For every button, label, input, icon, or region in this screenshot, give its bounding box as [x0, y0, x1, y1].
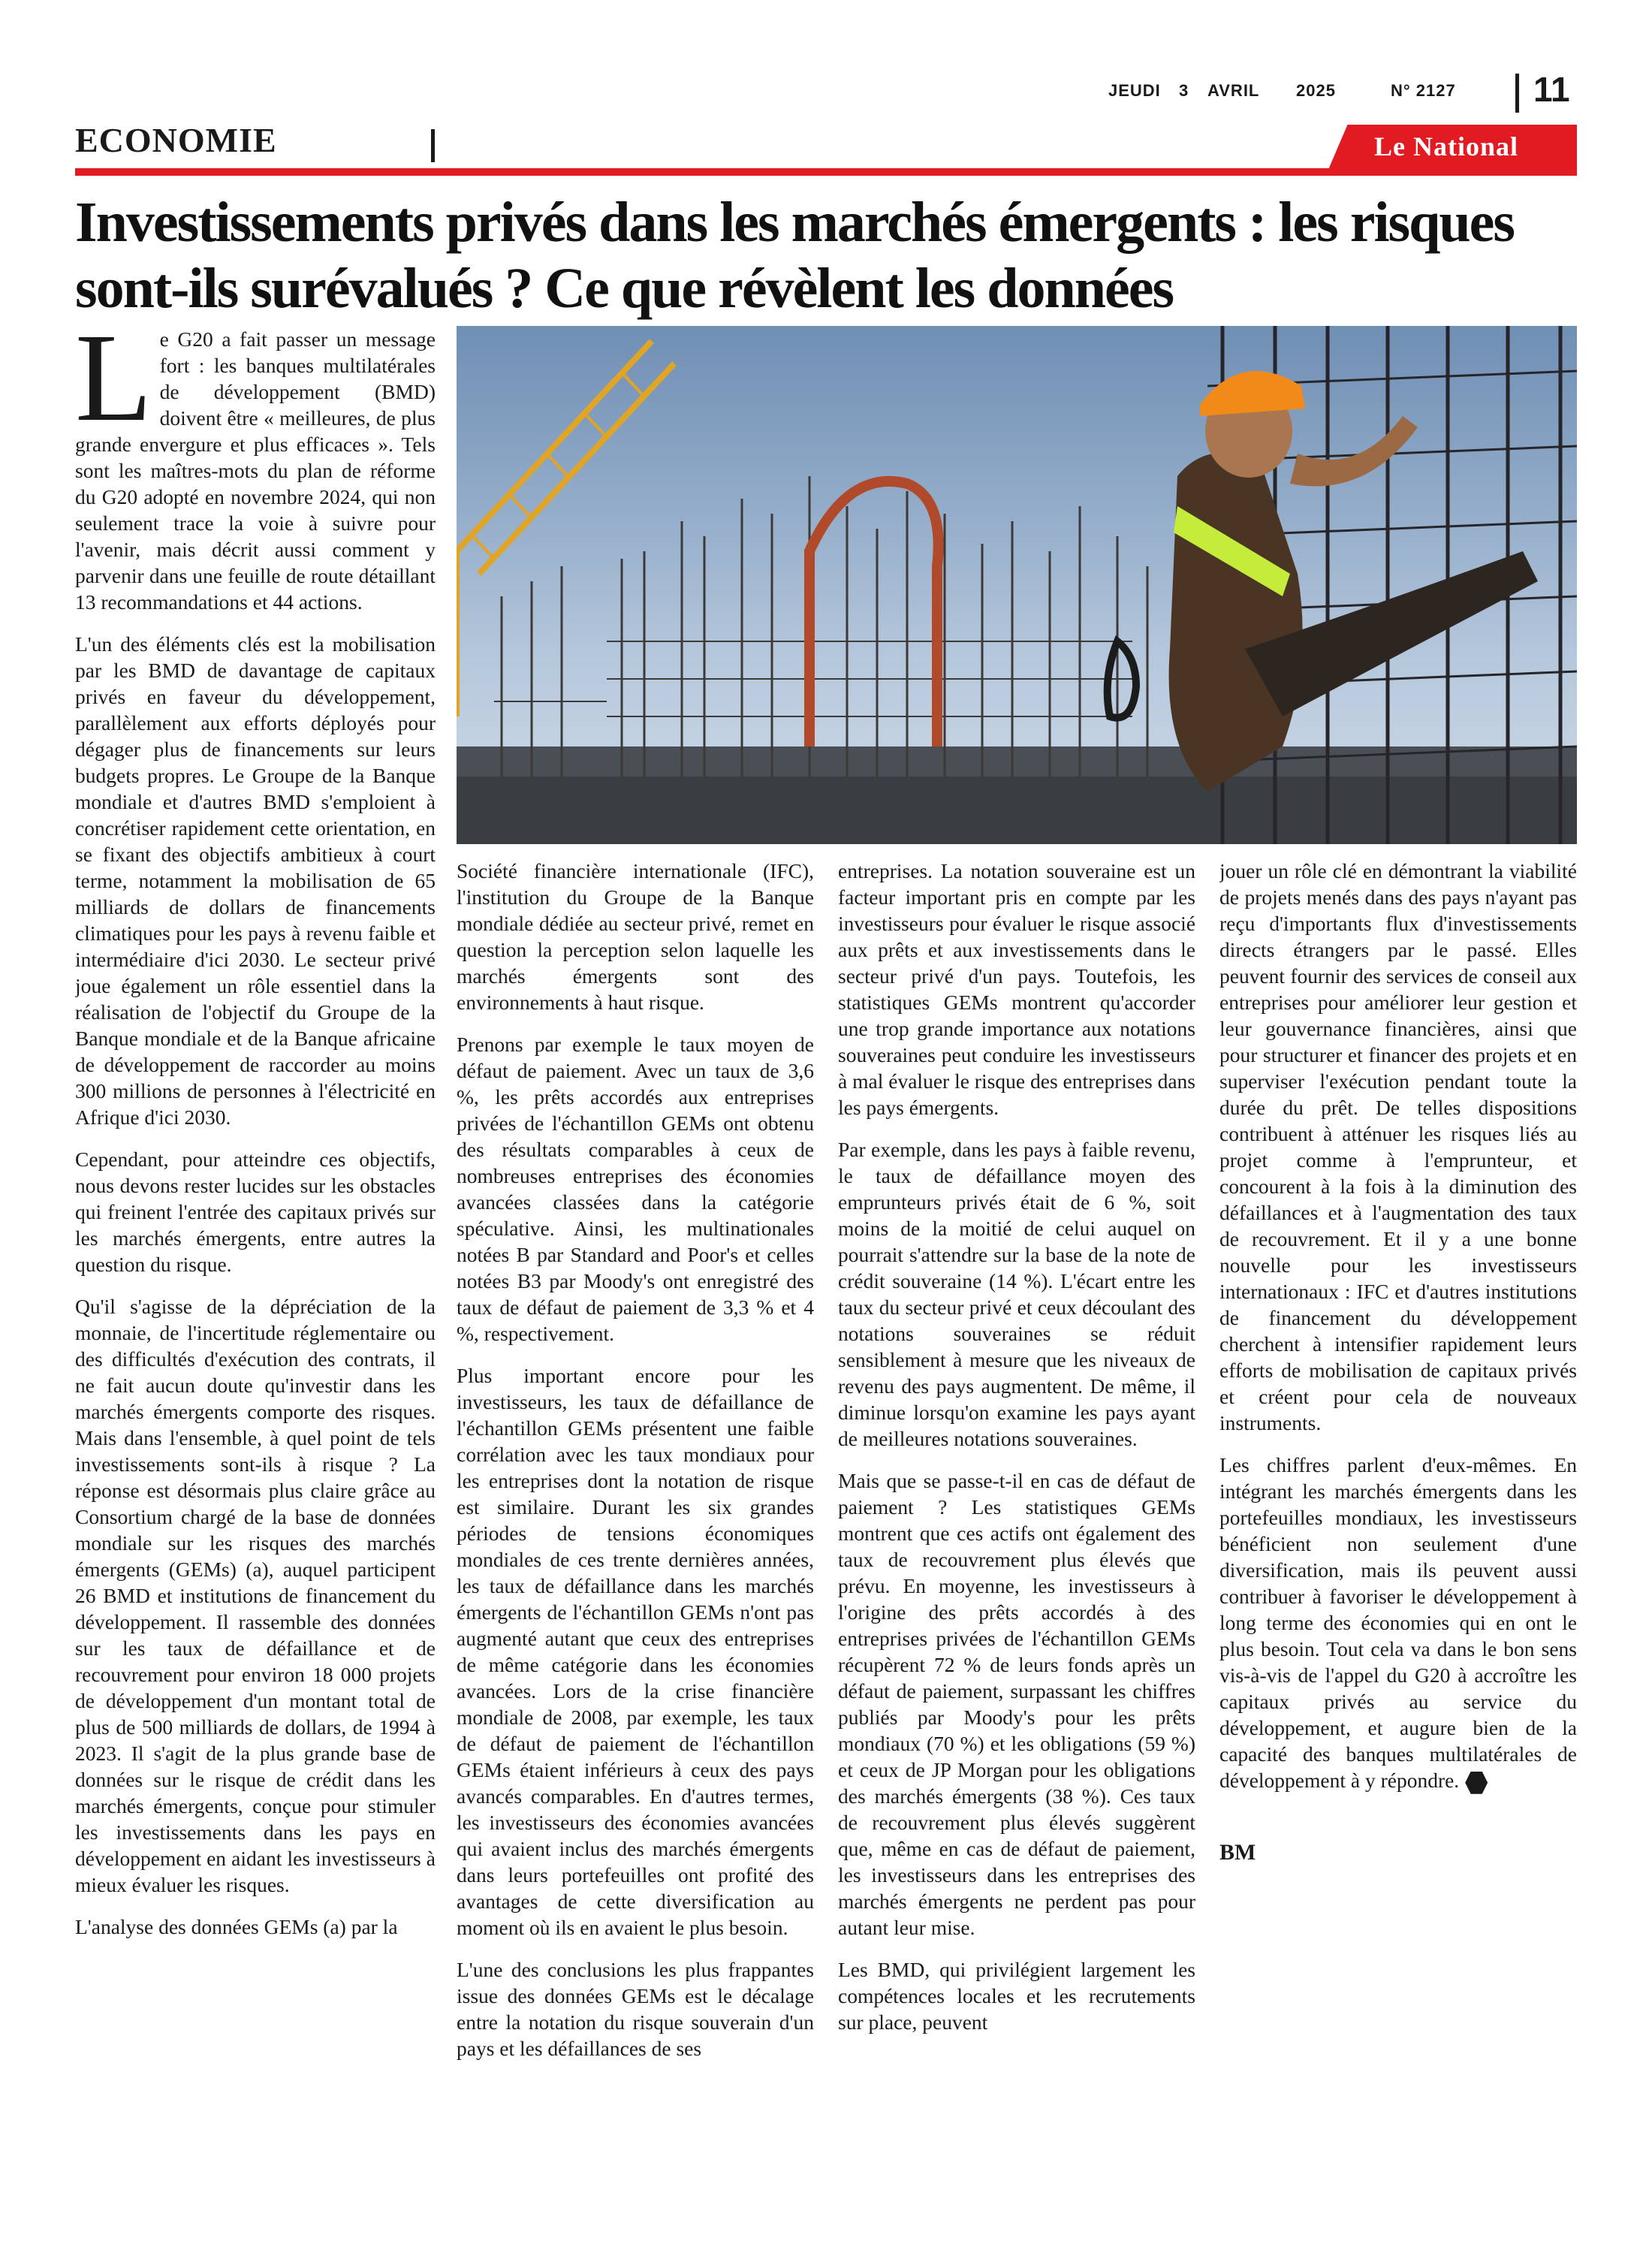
- article-paragraph: Cependant, pour atteindre ces objectifs, nous devons rester lucides sur les obstacles qui freinent l'entrée des capitaux privés sur les marchés émergents, entre autres la question du risque.: [75, 1148, 436, 1276]
- article-column-4: [1219, 858, 1577, 2226]
- page-number-divider: [1515, 74, 1519, 113]
- article-paragraph: L'une des conclusions les plus frappantes issue des données GEMs est le décalage entre la notation du risque souverain d'un pays et les défaillances de ses: [457, 1958, 814, 2060]
- article-paragraph: Société financière internationale (IFC), l'institution du Groupe de la Banque mondiale dédiée au secteur privé, remet en question la perception selon laquelle les marchés émergents sont des environnements à haut risque.: [457, 859, 814, 1014]
- article-paragraph: entreprises. La notation souveraine est un facteur important pris en compte par les investisseurs pour évaluer le risque associé aux prêts et aux investissements dans le secteur privé d'un pays. Toutefois, les statistiques GEMs montrent qu'accorder une trop grande importance aux notations souveraines peut conduire les investisseurs à mal évaluer le risque des entreprises dans les pays émergents.: [838, 859, 1195, 1119]
- article-column-2: [457, 858, 814, 2226]
- article-column-1: [75, 326, 436, 2226]
- article-paragraph: jouer un rôle clé en démontrant la viabilité de projets menés dans des pays n'ayant pas reçu d'importants flux d'investissements directs étrangers par le passé. Elles peuvent fournir des services de conseil aux entreprises pour améliorer leur gestion et leur gouvernance financières, ainsi que pour structurer et financer des projets et en superviser l'exécution pendant toute la durée du prêt. De telles dispositions contribuent à atténuer les risques liés au projet comme à l'emprunteur, et concourent à la fois à la diminution des défaillances et à l'augmentation des taux de recouvrement. Et il y a une bonne nouvelle pour les investisseurs internationaux : IFC et d'autres institutions de financement du développement cherchent à intensifier rapidement leurs efforts de mobilisation de capitaux privés et créent pour cela de nouveaux instruments.: [1219, 859, 1577, 1434]
- article-paragraph: Le G20 a fait passer un message fort : les banques multilatérales de développement (BMD) doivent être « meilleures, de plus grande envergure et plus efficaces ». Tels sont les maîtres-mots du plan de réforme du G20 adopté en novembre 2024, qui non seulement trace la voie à suivre pour l'avenir, mais décrit aussi comment y parvenir dans une feuille de route détaillant 13 recommandations et 44 actions.: [75, 326, 436, 614]
- drop-cap: L: [75, 326, 152, 448]
- article-paragraph: Les BMD, qui privilégient largement les compétences locales et les recrutements sur place, peuvent: [838, 1958, 1195, 2034]
- article-headline: Investissements privés dans les marchés émergents : les risques sont-ils surévalués ? Ce que révèlent les données: [75, 191, 1514, 320]
- construction-worker-crane-rebar-photo: [457, 326, 1577, 844]
- page-number: 11: [1533, 70, 1570, 109]
- brand-name: Le National: [1374, 131, 1519, 161]
- section-label: ECONOMIE: [75, 121, 277, 159]
- article-paragraph: Les chiffres parlent d'eux-mêmes. En intégrant les marchés émergents dans les portefeuilles mondiaux, les investisseurs bénéficient non seulement d'une diversification, mais ils peuvent aussi contribuer à favoriser le développement à long terme des économies qui en ont le plus besoin. Tout cela va dans le bon sens vis-à-vis de l'appel du G20 à accroître les capitaux privés au service du développement, et augure bien de la capacité des banques multilatérales de développement à y répondre.: [1219, 1452, 1577, 1794]
- section-divider: [431, 129, 435, 162]
- issue-month: AVRIL: [1207, 81, 1260, 100]
- article-paragraph: Par exemple, dans les pays à faible revenu, le taux de défaillance moyen des emprunteurs privés était de 6 %, soit moins de la moitié de celui auquel on pourrait s'attendre sur la base de la note de crédit souveraine (14 %). L'écart entre les taux du secteur privé et ceux découlant des notations souveraines se réduit sensiblement à mesure que les niveaux de revenu des pays augmentent. De même, il diminue lorsqu'on examine les pays ayant de meilleures notations souveraines.: [838, 1138, 1195, 1450]
- issue-day: JEUDI: [1108, 81, 1161, 100]
- photo-illustration: [457, 326, 1577, 844]
- header-rule: [75, 168, 1577, 176]
- article-paragraph: Mais que se passe-t-il en cas de défaut de paiement ? Les statistiques GEMs montrent que ces actifs ont également des taux de recouvrement plus élevés que prévu. En moyenne, les investisseurs à l'origine des prêts accordés à des entreprises privées de l'échantillon GEMs récupèrent 72 % de leurs fonds après un défaut de paiement, surpassant les chiffres publiés par Moody's pour les prêts mondiaux (70 %) et les obligations (59 %) et ceux de JP Morgan pour les obligations des marchés émergents (38 %). Ces taux de recouvrement plus élevés suggèrent que, même en cas de défaut de paiement, les investisseurs dans les entreprises des marchés émergents ne perdent pas pour autant leur mise.: [838, 1469, 1195, 1939]
- author-byline: BM: [1219, 1839, 1256, 1865]
- article-paragraph: Prenons par exemple le taux moyen de défaut de paiement. Avec un taux de 3,6 %, les prêts accordés aux entreprises privées de l'échantillon GEMs ont obtenu des résultats comparables à ceux de nombreuses entreprises des économies avancées classées dans la catégorie spéculative. Ainsi, les multinationales notées B par Standard and Poor's et celles notées B3 par Moody's ont enregistré des taux de défaut de paiement de 3,3 % et 4 %, respectivement.: [457, 1033, 814, 1345]
- article-column-3: [838, 858, 1195, 2226]
- article-paragraph: Plus important encore pour les investisseurs, les taux de défaillance de l'échantillon GEMs présentent une faible corrélation avec les taux mondiaux pour les entreprises dont la notation de risque est similaire. Durant les six grandes périodes de tensions économiques mondiales de ces trente dernières années, les taux de défaillance dans les marchés émergents de l'échantillon GEMs n'ont pas augmenté autant que ceux des entreprises de même catégorie dans les économies avancées. Lors de la crise financière mondiale de 2008, par exemple, les taux de défaut de paiement de l'échantillon GEMs étaient inférieurs à ceux des pays avancés comparables. En d'autres termes, les investisseurs des économies avancées qui avaient inclus des marchés émergents dans leurs portefeuilles ont profité des avantages de cette diversification au moment où ils en avaient le plus besoin.: [457, 1364, 814, 1939]
- article-paragraph: Qu'il s'agisse de la dépréciation de la monnaie, de l'incertitude réglementaire ou des difficultés d'exécution des contrats, il ne fait aucun doute qu'investir dans les marchés émergents comporte des risques. Mais dans l'ensemble, à quel point de tels investissements sont-ils à risque ? La réponse est désormais plus claire grâce au Consortium chargé de la base de données mondiale sur les risques des marchés émergents (GEMs) (a), auquel participent 26 BMD et institutions de financement du développement. Il rassemble des données sur les taux de défaillance et de recouvrement pour environ 18 000 projets de développement d'un montant total de plus de 500 milliards de dollars, de 1994 à 2023. Il s'agit de la plus grande base de données sur le risque de crédit dans les marchés émergents, conçue pour stimuler les investissements dans les pays en développement en aidant les investisseurs à mieux évaluer les risques.: [75, 1295, 436, 1896]
- issue-number: N° 2127: [1391, 81, 1456, 100]
- issue-year: 2025: [1296, 81, 1336, 100]
- issue-date: 3: [1179, 81, 1189, 100]
- hexagon-end-mark-icon: [1465, 1772, 1488, 1794]
- article-paragraph: L'un des éléments clés est la mobilisation par les BMD de davantage de capitaux privés en faveur du développement, parallèlement aux efforts déployés pour dégager plus de financements sur leurs budgets propres. Le Groupe de la Banque mondiale et d'autres BMD s'emploient à concrétiser rapidement cette orientation, en se fixant des objectifs ambitieux à court terme, notamment la mobilisation de 65 milliards de dollars de financements climatiques pour les pays à revenu faible et intermédiaire d'ici 2030. Le secteur privé joue également un rôle essentiel dans la réalisation de l'objectif du Groupe de la Banque mondiale et de la Banque africaine de développement de raccorder au moins 300 millions de personnes à l'électricité en Afrique d'ici 2030.: [75, 632, 436, 1129]
- article-paragraph: L'analyse des données GEMs (a) par la: [75, 1915, 398, 1938]
